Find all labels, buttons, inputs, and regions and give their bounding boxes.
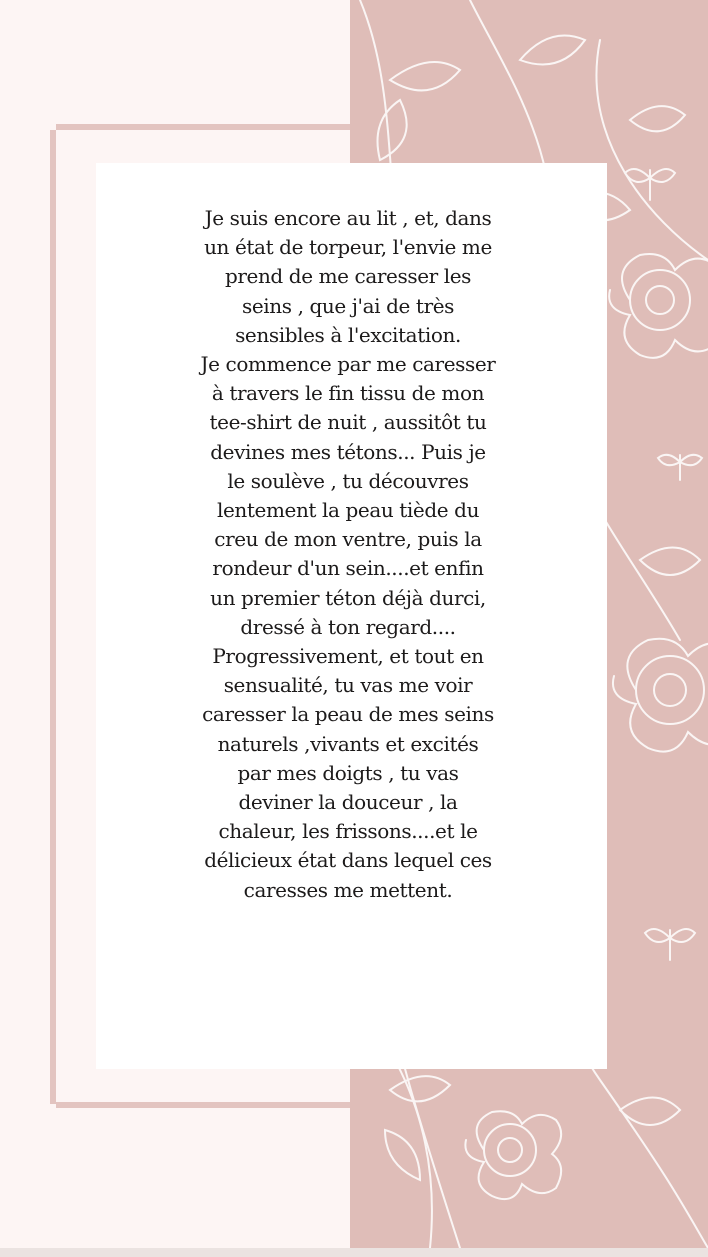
frame-accent-left <box>50 130 56 1104</box>
bottom-strip <box>0 1248 708 1257</box>
poem-paragraph-2: Je commence par me caresser à travers le fin tissu de mon tee-shirt de nuit , aussitôt tu devines mes tétons... Puis je le soulève , tu découvres lentement la peau tiède du creu de mon ventre, puis la rondeur d'un sein....et enfin un premier téton déjà durci, dressé à ton regard.... <box>200 352 496 639</box>
poem-paragraph-1: Je suis encore au lit , et, dans un état de torpeur, l'envie me prend de me caresser les seins , que j'ai de très sensibles à l'excitation. <box>204 206 492 347</box>
frame-accent-bottom <box>56 1102 350 1108</box>
frame-accent-top <box>56 124 350 130</box>
poem-text <box>200 204 496 905</box>
poem-paragraph-3: Progressivement, et tout en sensualité, tu vas me voir caresser la peau de mes seins naturels ,vivants et excités par mes doigts , tu vas deviner la douceur , la chaleur, les frissons....et le délicieux état dans lequel ces caresses me mettent. <box>202 644 494 902</box>
